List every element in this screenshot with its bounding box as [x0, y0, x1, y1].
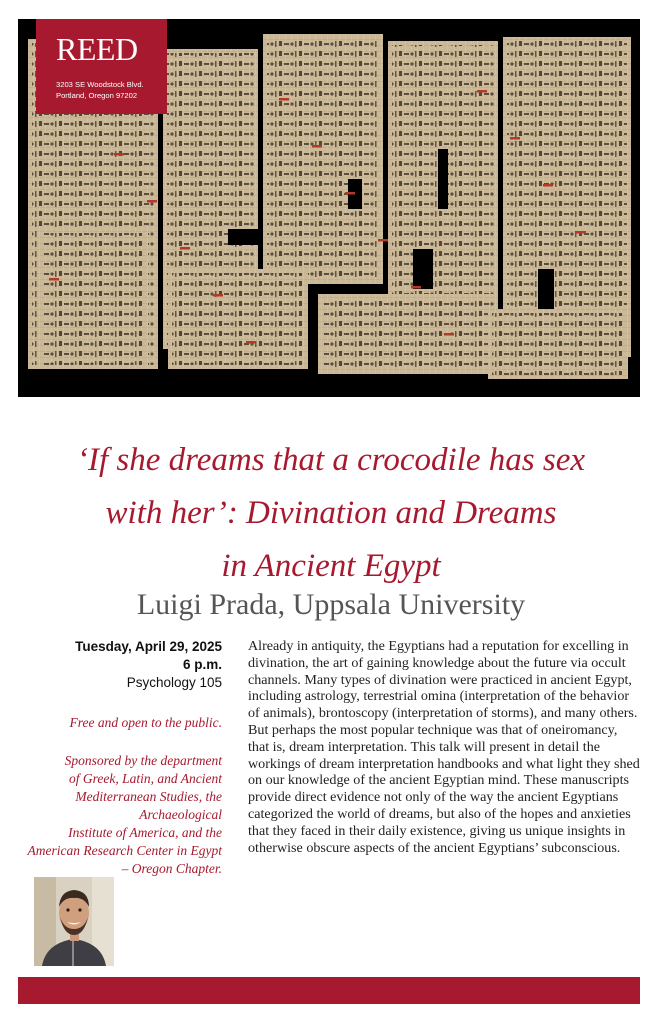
- sponsor-note: [8, 752, 222, 878]
- sponsor-line: Sponsored by the department: [64, 753, 222, 768]
- red-rubric-mark: [444, 333, 454, 336]
- title-line-1: ‘If she dreams that a crocodile has sex: [76, 442, 586, 478]
- papyrus-tear: [538, 269, 554, 309]
- title-line-2: with her’: Divination and Dreams: [105, 495, 557, 531]
- sponsor-line: Institute of America, and the: [68, 825, 222, 840]
- event-title: [20, 434, 642, 593]
- sponsor-line: – Oregon Chapter.: [121, 861, 222, 876]
- logo-address: [56, 79, 144, 101]
- hieratic-text-block: [492, 313, 624, 375]
- logo-wordmark: REED: [56, 31, 138, 67]
- title-line-3: in Ancient Egypt: [221, 548, 441, 584]
- event-description: Already in antiquity, the Egyptians had a reputation for excelling in divination, the art of gaining knowledge about the future via occult channels. Many types of divination were practiced in ancient Egypt, including astrology, terrestrial omina (interpretation of the behavior of animals), brontoscopy (interpretation of storms), and many others. But perhaps the most popular technique was that of oneiromancy, that is, dream interpretation. This talk will present in detail the workings of dream interpretation handbooks and what light they shed on our knowledge of the ancient Egyptian mind. These manuscripts provide direct evidence not only of the way the ancient Egyptians categorized the world of dreams, but also of the hopes and anxieties that they faced in their daily existence, giving us unique insights in otherwise obscure aspects of the ancient Egyptians’ subconscious.: [248, 638, 640, 856]
- speaker-name: Luigi Prada, Uppsala University: [136, 588, 526, 621]
- red-rubric-mark: [147, 200, 157, 203]
- red-rubric-mark: [246, 341, 256, 344]
- red-rubric-mark: [345, 192, 355, 195]
- reed-logo: [36, 19, 167, 114]
- hieratic-text-block: [172, 273, 304, 365]
- red-rubric-mark: [378, 239, 388, 242]
- red-rubric-mark: [543, 184, 553, 187]
- red-rubric-mark: [576, 231, 586, 234]
- sponsor-line: of Greek, Latin, and Ancient: [69, 771, 222, 786]
- red-rubric-mark: [213, 294, 223, 297]
- red-rubric-mark: [279, 98, 289, 101]
- sponsor-line: Archaeological: [139, 807, 222, 822]
- hieratic-text-block: [322, 298, 494, 370]
- event-time: 6 p.m.: [182, 657, 222, 672]
- hieratic-text-block: [507, 41, 627, 353]
- sponsor-line: American Research Center in Egypt: [27, 843, 222, 858]
- red-rubric-mark: [477, 90, 487, 93]
- red-rubric-mark: [510, 137, 520, 140]
- event-details: [8, 638, 222, 878]
- red-rubric-mark: [114, 153, 124, 156]
- speaker-photo: [34, 877, 114, 966]
- papyrus-tear: [438, 149, 448, 209]
- red-rubric-mark: [49, 278, 59, 281]
- hieratic-text-block: [42, 233, 144, 365]
- address-line-1: 3203 SE Woodstock Blvd.: [56, 80, 144, 89]
- event-date: Tuesday, April 29, 2025: [75, 639, 222, 654]
- papyrus-tear: [413, 249, 433, 289]
- papyrus-tear: [228, 229, 258, 245]
- footer-bar: [18, 977, 640, 1004]
- red-rubric-mark: [312, 145, 322, 148]
- red-rubric-mark: [411, 286, 421, 289]
- red-rubric-mark: [180, 247, 190, 250]
- event-room: Psychology 105: [126, 675, 222, 690]
- admission-note: Free and open to the public.: [69, 715, 222, 730]
- sponsor-line: Mediterranean Studies, the: [75, 789, 222, 804]
- hieratic-text-block: [267, 38, 379, 280]
- address-line-2: Portland, Oregon 97202: [56, 91, 138, 100]
